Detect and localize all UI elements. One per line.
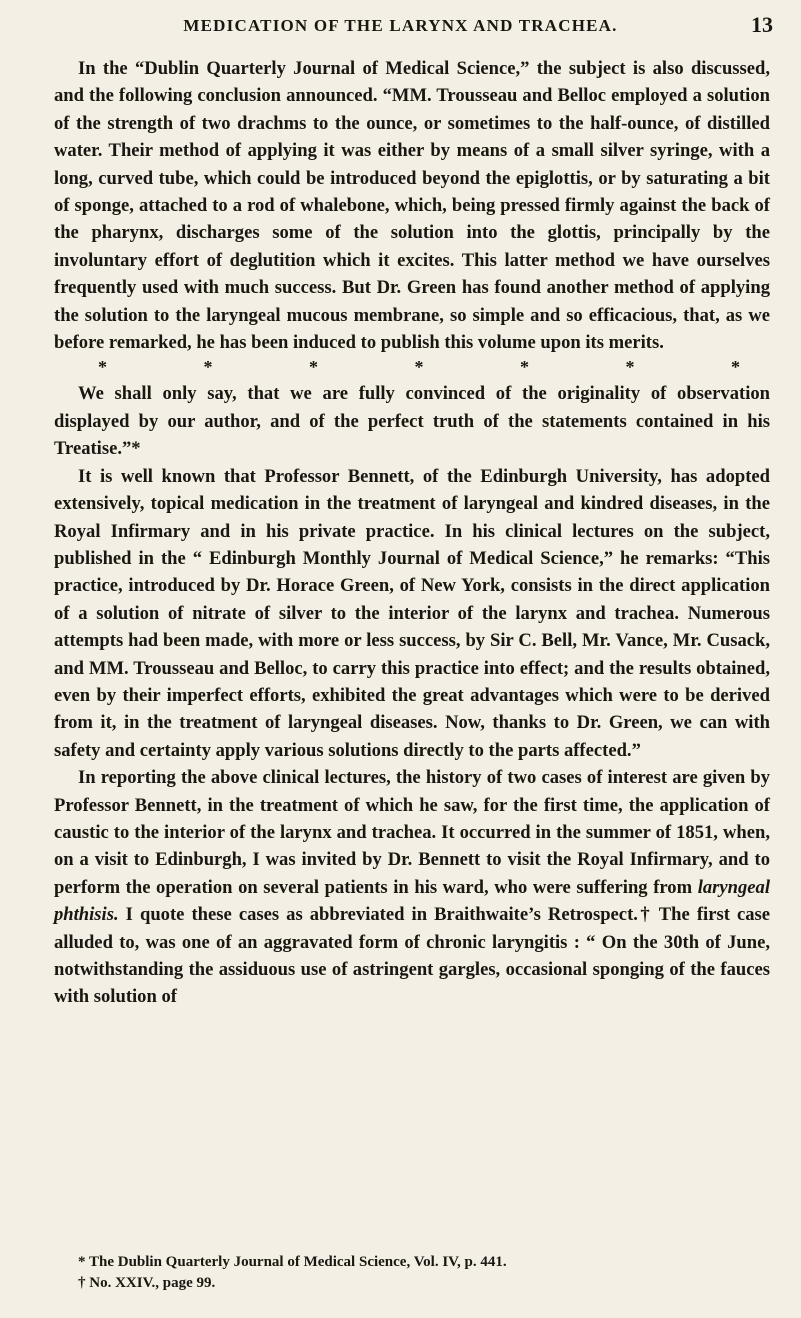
page-header <box>0 12 801 46</box>
paragraph-clinical-lectures <box>54 764 770 1011</box>
footnote-1: * The Dublin Quarterly Journal of Medical Science, Vol. IV, p. 441. <box>78 1254 507 1270</box>
footnotes <box>54 1252 770 1294</box>
page-number: 13 <box>751 12 773 37</box>
separator-star: * <box>414 357 424 378</box>
body-text <box>54 55 770 1011</box>
separator-star: * <box>625 357 635 378</box>
text-run: I quote these cases as abbreviated in Braithwaite’s Retrospect.† The first case alluded to, was one of an aggravated form of chronic laryngitis : “ On the 30th of June, notwithstanding the assiduous use of astringent gargles, occasional sponging of the fauces with solution of <box>54 904 770 1008</box>
running-head: MEDICATION OF THE LARYNX AND TRACHEA. <box>183 16 618 35</box>
separator-star: * <box>731 357 740 378</box>
separator-star: * <box>309 357 318 378</box>
separator-star: * <box>203 357 213 378</box>
text-run: In reporting the above clinical lectures, the history of two cases of interest are given by Professor Bennett, in the treatment of which he saw, for the first time, the application of caustic to the interior of the larynx and trachea. It occurred in the summer of 1851, when, on a visit to Edinburgh, I was invited by Dr. Bennett to visit the Royal Infirmary, and to perform the operation on several patients in his ward, who were suffering from <box>54 767 770 898</box>
footnote-2: † No. XXIV., page 99. <box>78 1275 216 1291</box>
separator-star: * <box>520 357 529 378</box>
italic-term: laryngeal phthisis. <box>54 876 770 926</box>
separator-star: * <box>98 357 107 378</box>
paragraph-originality: We shall only say, that we are fully convinced of the originality of observation displayed by our author, and of the perfect truth of the statements contained in his Treatise.”* <box>54 383 770 460</box>
paragraph-dublin-journal: In the “Dublin Quarterly Journal of Medical Science,” the subject is also discussed, and the following conclusion announced. “MM. Trousseau and Belloc employed a solution of the strength of two drachms to the ounce, or sometimes to the half-ounce, of distilled water. Their method of applying it was either by means of a small silver syringe, with a long, curved tube, which could be introduced beyond the epiglottis, or by saturating a bit of sponge, attached to a rod of whalebone, which, being pressed firmly against the back of the pharynx, discharges some of the solution into the glottis, principally by the involuntary effort of deglutition which it excites. This latter method we have ourselves frequently used with much success. But Dr. Green has found another method of applying the solution to the laryngeal mucous membrane, so simple and so efficacious, that, as we before remarked, he has been induced to publish this volume upon its merits. <box>54 58 770 354</box>
asterism-separator <box>54 356 770 380</box>
paragraph-professor-bennett: It is well known that Professor Bennett, of the Edinburgh University, has adopted extensively, topical medication in the treatment of laryngeal and kindred diseases, in the Royal Infirmary and in his private practice. In his clinical lectures on the subject, published in the “ Edinburgh Monthly Journal of Medical Science,” he remarks: “This practice, introduced by Dr. Horace Green, of New York, consists in the direct application of a solution of nitrate of silver to the interior of the larynx and trachea. Numerous attempts had been made, with more or less success, by Sir C. Bell, Mr. Vance, Mr. Cusack, and MM. Trousseau and Belloc, to carry this practice into effect; and the results obtained, even by their imperfect efforts, exhibited the great advantages which were to be derived from it, in the treatment of laryngeal diseases. Now, thanks to Dr. Green, we can with safety and certainty apply various solutions directly to the parts affected.” <box>54 465 770 761</box>
